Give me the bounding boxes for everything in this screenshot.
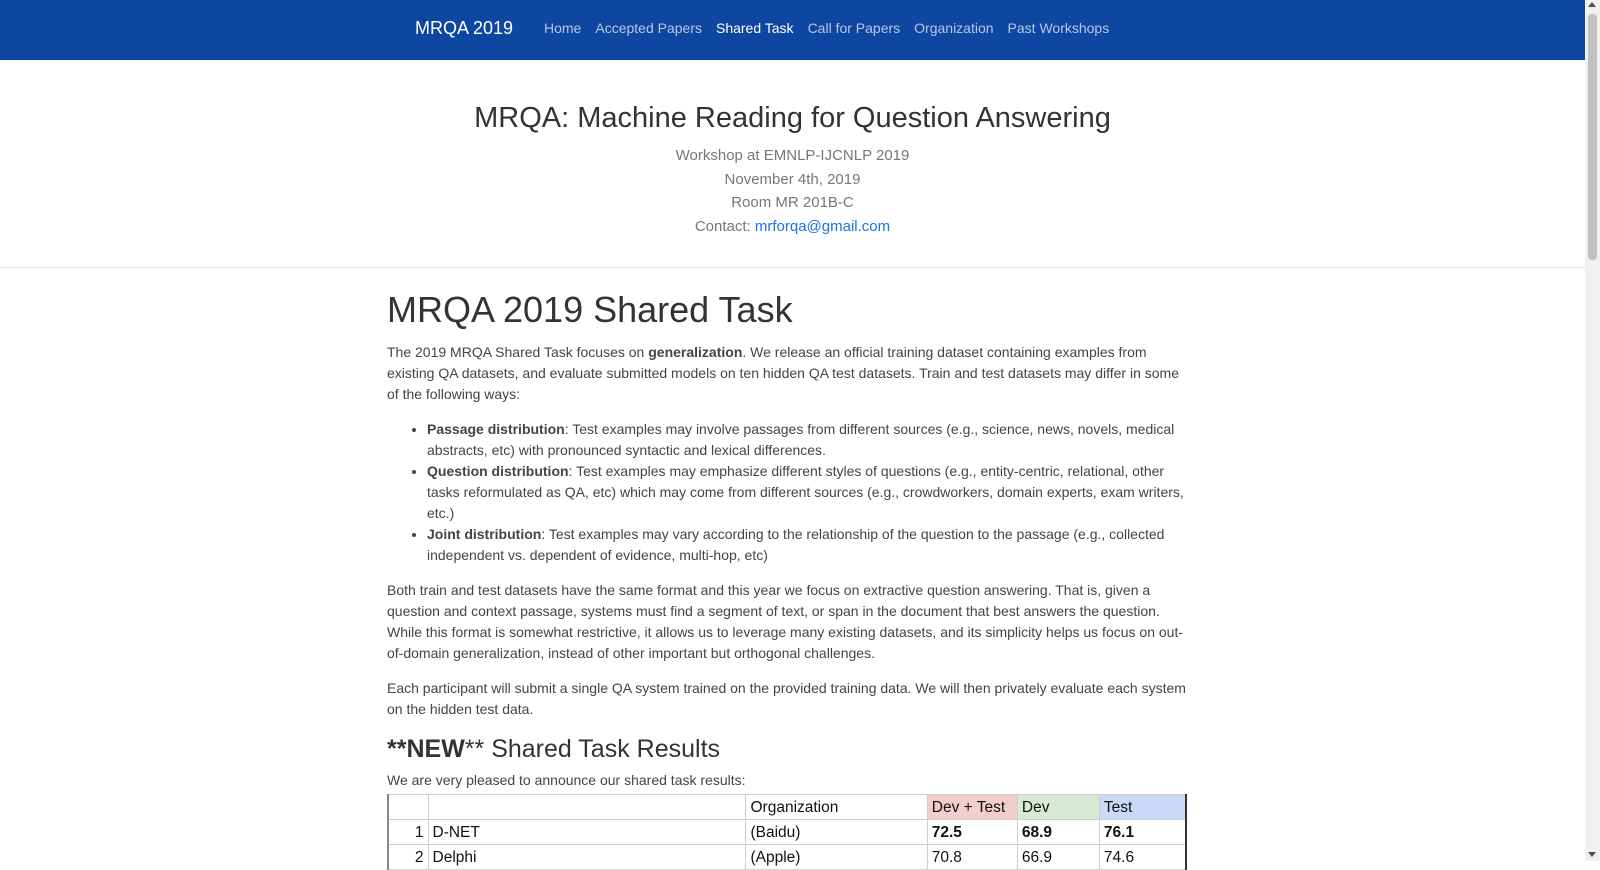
page-title: MRQA: Machine Reading for Question Answering — [474, 102, 1111, 134]
participant-paragraph: Each participant will submit a single QA system trained on the provided training data. We will then privately evaluate each system on the hidden test data. — [387, 680, 1186, 717]
bullet-term: Passage distribution — [427, 421, 565, 437]
header-test: Test — [1099, 795, 1186, 820]
results-table — [387, 794, 1187, 870]
bullet-text: : Test examples may vary according to the relationship of the question to the passage (e.g., collected independent vs. dependent of evidence, multi-hop, etc) — [427, 526, 1165, 563]
results-heading-new: NEW — [406, 735, 465, 763]
list-item — [427, 419, 1189, 461]
bullet-term: Question distribution — [427, 463, 569, 479]
brand-link[interactable]: MRQA 2019 — [415, 18, 514, 38]
distribution-list — [387, 419, 1189, 566]
header-rank-cell — [388, 795, 428, 820]
main-content — [387, 290, 1189, 870]
test-score-cell: 76.1 — [1099, 820, 1186, 845]
nav-past-workshops[interactable]: Past Workshops — [1007, 20, 1110, 36]
workshop-venue: Workshop at EMNLP-IJCNLP 2019 — [675, 147, 910, 164]
intro-paragraph — [387, 342, 1189, 405]
results-intro: We are very pleased to announce our shared task results: — [387, 772, 746, 788]
scrollbar-thumb[interactable] — [1588, 14, 1597, 260]
intro-text-post: . We release an official training dataset containing examples from existing QA datasets, and evaluate submitted models on ten hidden QA test datasets. Train and test datasets may differ in some of the following ways: — [387, 344, 1179, 402]
top-navbar — [0, 0, 1585, 60]
nav-call-for-papers[interactable]: Call for Papers — [807, 20, 901, 36]
dev-score-cell: 66.9 — [1017, 845, 1099, 870]
section-heading: MRQA 2019 Shared Task — [387, 289, 793, 330]
contact-line — [0, 215, 1585, 239]
nav-organization[interactable]: Organization — [914, 20, 994, 36]
bullet-term: Joint distribution — [427, 526, 542, 542]
workshop-date: November 4th, 2019 — [724, 170, 861, 188]
nav-shared-task[interactable]: Shared Task — [715, 20, 794, 36]
results-heading-post: ** Shared Task Results — [464, 735, 721, 763]
nav-home[interactable]: Home — [544, 20, 582, 36]
organization-cell: (Apple) — [746, 845, 927, 870]
list-item — [427, 524, 1189, 566]
table-header-row — [388, 795, 1186, 820]
header-name-cell — [428, 795, 746, 820]
intro-bold: generalization — [648, 344, 743, 360]
results-heading-pre: ** — [387, 735, 407, 763]
rank-cell: 1 — [388, 820, 428, 845]
contact-email-link[interactable]: mrforqa@gmail.com — [754, 217, 891, 235]
results-heading — [387, 734, 1189, 764]
scroll-up-arrow-icon[interactable] — [1588, 2, 1596, 7]
format-paragraph: Both train and test datasets have the same format and this year we focus on extractive question answering. That is, given a question and context passage, systems must find a segment of text, or span in the document that best answers the question. While this format is somewhat restrictive, it allows us to leverage many existing datasets, and its simplicity helps us focus on out-of-domain generalization, instead of other important but orthogonal challenges. — [387, 582, 1183, 661]
page-scrollbar[interactable] — [1585, 0, 1600, 861]
header-dev: Dev — [1017, 795, 1099, 820]
rank-cell: 2 — [388, 845, 428, 870]
header-dev-test: Dev + Test — [927, 795, 1017, 820]
workshop-info — [0, 144, 1585, 238]
intro-text-pre: The 2019 MRQA Shared Task focuses on — [387, 344, 649, 360]
system-name-cell: Delphi — [428, 845, 746, 870]
dev-test-score-cell: 72.5 — [927, 820, 1017, 845]
bullet-text: : Test examples may involve passages from different sources (e.g., science, news, novels, medical abstracts, etc) with pronounced syntactic and lexical differences. — [427, 421, 1175, 458]
workshop-room: Room MR 201B-C — [731, 194, 854, 211]
scroll-down-arrow-icon[interactable] — [1588, 852, 1596, 857]
contact-label: Contact: — [694, 217, 755, 235]
header-organization: Organization — [746, 795, 927, 820]
nav-links — [544, 20, 1109, 36]
dev-test-score-cell: 70.8 — [927, 845, 1017, 870]
system-name-cell: D-NET — [428, 820, 746, 845]
page-header — [0, 60, 1585, 268]
dev-score-cell: 68.9 — [1017, 820, 1099, 845]
table-row — [388, 845, 1186, 870]
list-item — [427, 461, 1189, 524]
nav-accepted-papers[interactable]: Accepted Papers — [595, 20, 702, 36]
bullet-text: : Test examples may emphasize different styles of questions (e.g., entity-centric, relational, other tasks reformulated as QA, etc) which may come from different sources (e.g., crowdworkers, domain experts, exam writers, etc.) — [427, 463, 1184, 521]
test-score-cell: 74.6 — [1099, 845, 1186, 870]
table-row — [388, 820, 1186, 845]
organization-cell: (Baidu) — [746, 820, 927, 845]
